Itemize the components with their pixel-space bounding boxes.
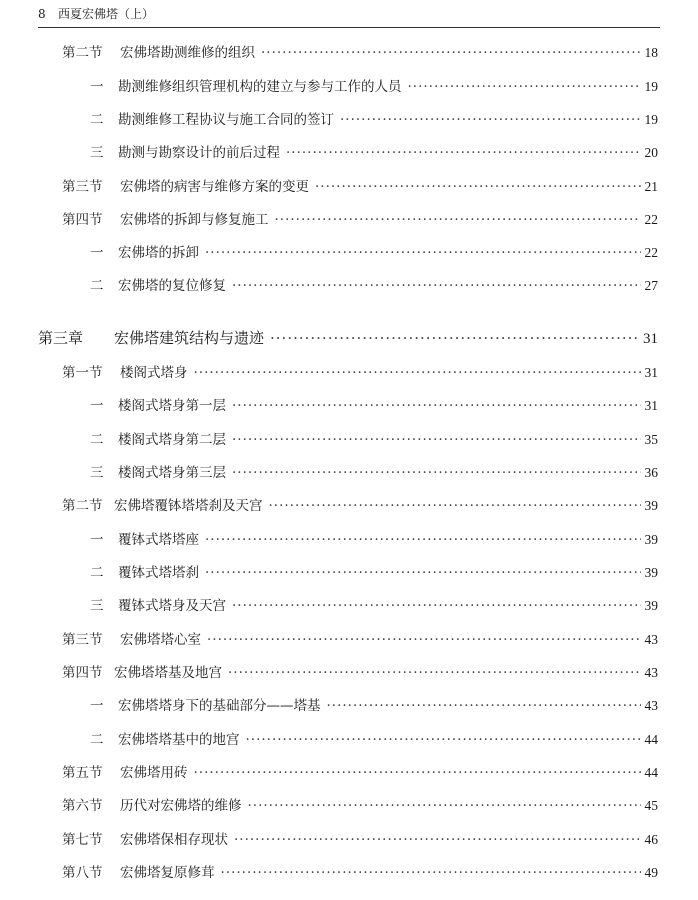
toc-entry-page-number: 43 (644, 632, 658, 647)
toc-entry-section (62, 494, 658, 514)
toc-entry-title: 勘测维修组织管理机构的建立与参与工作的人员 (118, 79, 402, 95)
toc-entry-title: 覆钵式塔塔刹 (118, 565, 199, 581)
toc-entry-item (90, 108, 658, 128)
toc-entry-label: 二 (90, 112, 104, 128)
toc-entry-label: 二 (90, 278, 104, 294)
toc-entry-page-number: 18 (644, 45, 658, 60)
header-rule (38, 27, 660, 28)
dot-leader (286, 145, 641, 161)
book-title: 西夏宏佛塔（上） (58, 7, 155, 21)
dot-leader (261, 45, 641, 61)
toc-entry-title: 楼阁式塔身第一层 (118, 398, 226, 414)
toc-entry-section (62, 861, 658, 881)
toc-entry-title: 历代对宏佛塔的维修 (120, 798, 242, 814)
toc-entry-page-number: 44 (644, 765, 658, 780)
dot-leader (205, 565, 641, 581)
toc-entry-title: 勘测与勘察设计的前后过程 (118, 145, 280, 161)
toc-entry-section (62, 794, 658, 814)
toc-entry-title: 楼阁式塔身 (120, 365, 188, 381)
toc-entry-item (90, 274, 658, 294)
dot-leader (234, 832, 641, 848)
toc-entry-label: 一 (90, 245, 104, 261)
toc-entry-label: 第三章 (38, 329, 84, 347)
toc-entry-page-number: 27 (644, 278, 658, 293)
toc-entry-page-number: 31 (643, 331, 658, 347)
toc-entry-item (90, 594, 658, 614)
toc-entry-page-number: 20 (644, 145, 658, 160)
toc-entry-title: 楼阁式塔身第三层 (118, 465, 226, 481)
toc-entry-label: 第八节 (62, 865, 103, 881)
toc-entry-item (90, 561, 658, 581)
toc-entry-item (90, 428, 658, 448)
toc-entry-page-number: 21 (644, 179, 658, 194)
toc-entry-label: 二 (90, 732, 104, 748)
dot-leader (194, 765, 641, 781)
dot-leader (246, 732, 641, 748)
toc-entry-page-number: 19 (644, 79, 658, 94)
toc-entry-item (90, 394, 658, 414)
toc-entry-title: 宏佛塔建筑结构与遗迹 (114, 329, 265, 347)
dot-leader (232, 465, 641, 481)
page-number: 8 (38, 7, 46, 21)
dot-leader (232, 398, 641, 414)
toc-entry-label: 二 (90, 565, 104, 581)
toc-entry-label: 第三节 (62, 632, 103, 648)
dot-leader (228, 665, 641, 681)
dot-leader (269, 498, 641, 514)
toc-entry-label: 第二节 (62, 498, 103, 514)
toc-entry-label: 二 (90, 432, 104, 448)
dot-leader (270, 329, 639, 347)
toc-entry-title: 宏佛塔塔基及地宫 (114, 665, 222, 681)
toc-entry-title: 宏佛塔保相存现状 (120, 832, 228, 848)
toc-entry-page-number: 39 (644, 565, 658, 580)
toc-entry-page-number: 19 (644, 112, 658, 127)
toc-entry-item (90, 241, 658, 261)
dot-leader (221, 865, 641, 881)
toc-entry-title: 勘测维修工程协议与施工合同的签订 (118, 112, 334, 128)
dot-leader (232, 432, 641, 448)
toc-entry-title: 覆钵式塔塔座 (118, 532, 199, 548)
dot-leader (207, 632, 641, 648)
toc-entry-title: 宏佛塔塔心室 (120, 632, 201, 648)
toc-entry-page-number: 36 (644, 465, 658, 480)
toc-entry-label: 第五节 (62, 765, 103, 781)
toc-entry-label: 三 (90, 465, 104, 481)
toc-entry-page-number: 39 (644, 598, 658, 613)
toc-entry-item (90, 728, 658, 748)
toc-entry-section (62, 41, 658, 61)
toc-entry-section (62, 828, 658, 848)
dot-leader (194, 365, 641, 381)
toc-entry-chapter (38, 327, 658, 347)
toc-entry-item (90, 528, 658, 548)
dot-leader (248, 798, 641, 814)
toc-entry-page-number: 43 (644, 698, 658, 713)
toc-entry-page-number: 49 (644, 865, 658, 880)
toc-entry-label: 一 (90, 698, 104, 714)
dot-leader (340, 112, 641, 128)
toc-entry-title: 宏佛塔用砖 (120, 765, 188, 781)
dot-leader (408, 79, 641, 95)
toc-entry-label: 第四节 (62, 665, 103, 681)
dot-leader (205, 532, 641, 548)
running-header (38, 6, 660, 28)
toc-entry-label: 一 (90, 79, 104, 95)
toc-entry-label: 一 (90, 532, 104, 548)
toc-entry-label: 第二节 (62, 45, 103, 61)
toc-entry-title: 宏佛塔的拆卸与修复施工 (120, 212, 269, 228)
toc-entry-label: 第三节 (62, 179, 103, 195)
toc-entry-page-number: 44 (644, 732, 658, 747)
dot-leader (327, 698, 641, 714)
dot-leader (315, 179, 641, 195)
toc-entry-title: 宏佛塔塔身下的基础部分——塔基 (118, 698, 321, 714)
dot-leader (275, 212, 641, 228)
toc-entry-item (90, 694, 658, 714)
toc-entry-item (90, 141, 658, 161)
toc-entry-title: 宏佛塔复原修茸 (120, 865, 215, 881)
toc-entry-title: 宏佛塔的病害与维修方案的变更 (120, 179, 309, 195)
toc-entry-section (62, 175, 658, 195)
toc-entry-title: 楼阁式塔身第二层 (118, 432, 226, 448)
toc-entry-section (62, 661, 658, 681)
toc-entry-page-number: 43 (644, 665, 658, 680)
toc-entry-label: 第六节 (62, 798, 103, 814)
toc-entry-title: 宏佛塔勘测维修的组织 (120, 45, 255, 61)
toc-entry-page-number: 31 (644, 398, 658, 413)
toc-entry-title: 覆钵式塔身及天宫 (118, 598, 226, 614)
toc-entry-title: 宏佛塔的拆卸 (118, 245, 199, 261)
toc-entry-title: 宏佛塔的复位修复 (118, 278, 226, 294)
toc-entry-section (62, 761, 658, 781)
toc-entry-page-number: 39 (644, 498, 658, 513)
toc-entry-item (90, 461, 658, 481)
toc-entry-page-number: 39 (644, 532, 658, 547)
toc-entry-section (62, 361, 658, 381)
dot-leader (205, 245, 641, 261)
toc-entry-label: 第七节 (62, 832, 103, 848)
toc-entry-page-number: 45 (644, 798, 658, 813)
toc-entry-label: 三 (90, 598, 104, 614)
toc-entry-label: 一 (90, 398, 104, 414)
dot-leader (232, 278, 641, 294)
toc-entry-title: 宏佛塔覆钵塔塔刹及天宫 (114, 498, 263, 514)
toc-entry-section (62, 628, 658, 648)
toc-entry-page-number: 35 (644, 432, 658, 447)
toc-entry-page-number: 22 (644, 212, 658, 227)
toc-entry-section (62, 208, 658, 228)
toc-entry-title: 宏佛塔塔基中的地宫 (118, 732, 240, 748)
toc-entry-page-number: 46 (644, 832, 658, 847)
toc-entry-label: 第四节 (62, 212, 103, 228)
toc-entry-item (90, 75, 658, 95)
toc-entry-page-number: 22 (644, 245, 658, 260)
toc-entry-page-number: 31 (644, 365, 658, 380)
toc-entry-label: 三 (90, 145, 104, 161)
toc-entry-label: 第一节 (62, 365, 103, 381)
dot-leader (232, 598, 641, 614)
